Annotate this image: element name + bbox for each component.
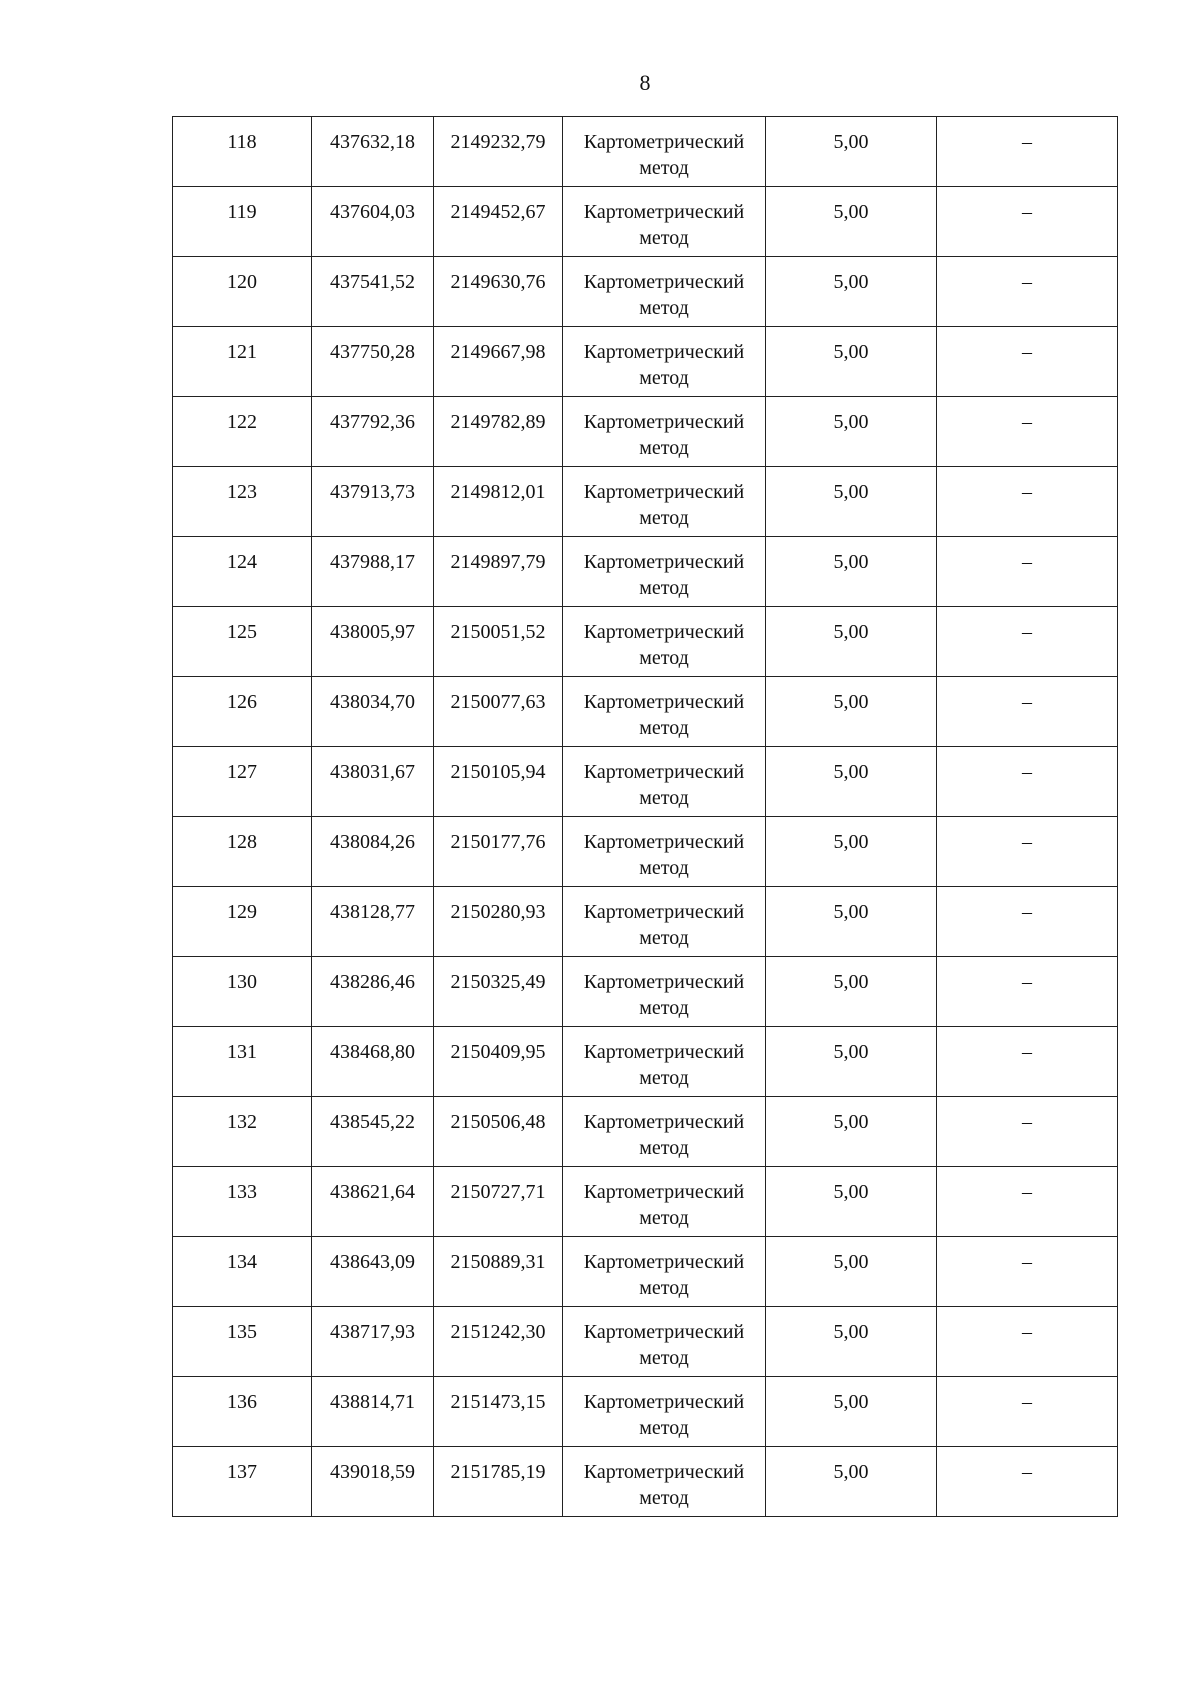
note-cell: – <box>937 1377 1118 1447</box>
table-row <box>173 1027 1118 1097</box>
table-row <box>173 327 1118 397</box>
table-row <box>173 187 1118 257</box>
table-row <box>173 537 1118 607</box>
y-coordinate-cell: 2149667,98 <box>434 327 563 397</box>
x-coordinate-cell: 438717,93 <box>312 1307 434 1377</box>
table-row <box>173 1097 1118 1167</box>
note-cell: – <box>937 1237 1118 1307</box>
y-coordinate-cell: 2150325,49 <box>434 957 563 1027</box>
note-cell: – <box>937 747 1118 817</box>
method-line-1: Картометрический <box>583 831 745 853</box>
note-cell: – <box>937 187 1118 257</box>
table-row <box>173 1447 1118 1517</box>
method-line-1: Картометрический <box>583 971 745 993</box>
method-line-1: Картометрический <box>583 691 745 713</box>
accuracy-cell: 5,00 <box>766 957 937 1027</box>
accuracy-cell: 5,00 <box>766 1307 937 1377</box>
note-cell: – <box>937 117 1118 187</box>
method-line-1: Картометрический <box>583 621 745 643</box>
accuracy-cell: 5,00 <box>766 257 937 327</box>
method-line-2: метод <box>639 1137 689 1159</box>
accuracy-cell: 5,00 <box>766 677 937 747</box>
accuracy-cell: 5,00 <box>766 1447 937 1517</box>
method-line-1: Картометрический <box>583 271 745 293</box>
accuracy-cell: 5,00 <box>766 817 937 887</box>
y-coordinate-cell: 2149630,76 <box>434 257 563 327</box>
method-line-1: Картометрический <box>583 761 745 783</box>
note-cell: – <box>937 397 1118 467</box>
table-row <box>173 397 1118 467</box>
method-cell <box>563 257 766 327</box>
accuracy-cell: 5,00 <box>766 397 937 467</box>
method-line-2: метод <box>639 1417 689 1439</box>
method-line-2: метод <box>639 437 689 459</box>
method-line-2: метод <box>639 647 689 669</box>
point-number-cell: 118 <box>173 117 312 187</box>
point-number-cell: 130 <box>173 957 312 1027</box>
method-line-1: Картометрический <box>583 1111 745 1133</box>
method-line-2: метод <box>639 367 689 389</box>
point-number-cell: 121 <box>173 327 312 397</box>
x-coordinate-cell: 438084,26 <box>312 817 434 887</box>
method-line-1: Картометрический <box>583 201 745 223</box>
note-cell: – <box>937 817 1118 887</box>
accuracy-cell: 5,00 <box>766 117 937 187</box>
note-cell: – <box>937 677 1118 747</box>
method-line-2: метод <box>639 997 689 1019</box>
accuracy-cell: 5,00 <box>766 747 937 817</box>
y-coordinate-cell: 2149812,01 <box>434 467 563 537</box>
x-coordinate-cell: 437913,73 <box>312 467 434 537</box>
point-number-cell: 119 <box>173 187 312 257</box>
y-coordinate-cell: 2150105,94 <box>434 747 563 817</box>
y-coordinate-cell: 2149782,89 <box>434 397 563 467</box>
x-coordinate-cell: 438031,67 <box>312 747 434 817</box>
method-cell <box>563 1027 766 1097</box>
method-cell <box>563 467 766 537</box>
note-cell: – <box>937 257 1118 327</box>
method-line-2: метод <box>639 1277 689 1299</box>
method-line-2: метод <box>639 577 689 599</box>
coordinates-table <box>172 116 1118 1517</box>
method-line-2: метод <box>639 857 689 879</box>
method-cell <box>563 1447 766 1517</box>
method-line-2: метод <box>639 1347 689 1369</box>
method-line-2: метод <box>639 717 689 739</box>
x-coordinate-cell: 437604,03 <box>312 187 434 257</box>
method-cell <box>563 327 766 397</box>
point-number-cell: 127 <box>173 747 312 817</box>
point-number-cell: 124 <box>173 537 312 607</box>
point-number-cell: 125 <box>173 607 312 677</box>
method-cell <box>563 677 766 747</box>
y-coordinate-cell: 2149897,79 <box>434 537 563 607</box>
point-number-cell: 126 <box>173 677 312 747</box>
table-row <box>173 467 1118 537</box>
y-coordinate-cell: 2151785,19 <box>434 1447 563 1517</box>
y-coordinate-cell: 2150051,52 <box>434 607 563 677</box>
point-number-cell: 135 <box>173 1307 312 1377</box>
x-coordinate-cell: 437750,28 <box>312 327 434 397</box>
method-cell <box>563 537 766 607</box>
accuracy-cell: 5,00 <box>766 187 937 257</box>
y-coordinate-cell: 2149452,67 <box>434 187 563 257</box>
accuracy-cell: 5,00 <box>766 467 937 537</box>
page-number: 8 <box>639 70 651 95</box>
method-line-1: Картометрический <box>583 1041 745 1063</box>
x-coordinate-cell: 439018,59 <box>312 1447 434 1517</box>
note-cell: – <box>937 1307 1118 1377</box>
method-cell <box>563 1307 766 1377</box>
method-line-1: Картометрический <box>583 411 745 433</box>
method-cell <box>563 1237 766 1307</box>
method-cell <box>563 607 766 677</box>
x-coordinate-cell: 438643,09 <box>312 1237 434 1307</box>
point-number-cell: 137 <box>173 1447 312 1517</box>
accuracy-cell: 5,00 <box>766 1377 937 1447</box>
method-line-1: Картометрический <box>583 1391 745 1413</box>
accuracy-cell: 5,00 <box>766 1097 937 1167</box>
method-line-2: метод <box>639 927 689 949</box>
method-cell <box>563 117 766 187</box>
method-line-2: метод <box>639 227 689 249</box>
accuracy-cell: 5,00 <box>766 1237 937 1307</box>
point-number-cell: 128 <box>173 817 312 887</box>
point-number-cell: 131 <box>173 1027 312 1097</box>
x-coordinate-cell: 438468,80 <box>312 1027 434 1097</box>
x-coordinate-cell: 437541,52 <box>312 257 434 327</box>
note-cell: – <box>937 467 1118 537</box>
note-cell: – <box>937 327 1118 397</box>
table-row <box>173 1307 1118 1377</box>
y-coordinate-cell: 2150889,31 <box>434 1237 563 1307</box>
x-coordinate-cell: 438814,71 <box>312 1377 434 1447</box>
point-number-cell: 133 <box>173 1167 312 1237</box>
table-row <box>173 1167 1118 1237</box>
table-row <box>173 1237 1118 1307</box>
method-line-2: метод <box>639 1207 689 1229</box>
method-line-1: Картометрический <box>583 1181 745 1203</box>
method-line-1: Картометрический <box>583 131 745 153</box>
method-line-2: метод <box>639 787 689 809</box>
point-number-cell: 122 <box>173 397 312 467</box>
point-number-cell: 123 <box>173 467 312 537</box>
note-cell: – <box>937 1027 1118 1097</box>
table-row <box>173 957 1118 1027</box>
y-coordinate-cell: 2150177,76 <box>434 817 563 887</box>
y-coordinate-cell: 2151242,30 <box>434 1307 563 1377</box>
method-cell <box>563 957 766 1027</box>
point-number-cell: 132 <box>173 1097 312 1167</box>
y-coordinate-cell: 2150280,93 <box>434 887 563 957</box>
method-line-1: Картометрический <box>583 901 745 923</box>
method-cell <box>563 1167 766 1237</box>
y-coordinate-cell: 2149232,79 <box>434 117 563 187</box>
point-number-cell: 136 <box>173 1377 312 1447</box>
table-row <box>173 607 1118 677</box>
x-coordinate-cell: 437988,17 <box>312 537 434 607</box>
table-row <box>173 747 1118 817</box>
accuracy-cell: 5,00 <box>766 327 937 397</box>
x-coordinate-cell: 437792,36 <box>312 397 434 467</box>
x-coordinate-cell: 438545,22 <box>312 1097 434 1167</box>
point-number-cell: 120 <box>173 257 312 327</box>
y-coordinate-cell: 2150506,48 <box>434 1097 563 1167</box>
table-row <box>173 1377 1118 1447</box>
method-line-2: метод <box>639 297 689 319</box>
note-cell: – <box>937 1167 1118 1237</box>
method-line-1: Картометрический <box>583 481 745 503</box>
y-coordinate-cell: 2151473,15 <box>434 1377 563 1447</box>
x-coordinate-cell: 438005,97 <box>312 607 434 677</box>
y-coordinate-cell: 2150727,71 <box>434 1167 563 1237</box>
accuracy-cell: 5,00 <box>766 887 937 957</box>
method-cell <box>563 1097 766 1167</box>
method-cell <box>563 817 766 887</box>
accuracy-cell: 5,00 <box>766 537 937 607</box>
table-row <box>173 887 1118 957</box>
note-cell: – <box>937 957 1118 1027</box>
method-line-1: Картометрический <box>583 341 745 363</box>
method-line-2: метод <box>639 1487 689 1509</box>
note-cell: – <box>937 607 1118 677</box>
method-line-2: метод <box>639 507 689 529</box>
method-cell <box>563 187 766 257</box>
table-row <box>173 817 1118 887</box>
method-cell <box>563 1377 766 1447</box>
x-coordinate-cell: 438034,70 <box>312 677 434 747</box>
table-row <box>173 677 1118 747</box>
table-row <box>173 257 1118 327</box>
method-line-1: Картометрический <box>583 1251 745 1273</box>
table-row <box>173 117 1118 187</box>
method-line-2: метод <box>639 157 689 179</box>
method-line-2: метод <box>639 1067 689 1089</box>
y-coordinate-cell: 2150077,63 <box>434 677 563 747</box>
x-coordinate-cell: 438128,77 <box>312 887 434 957</box>
method-cell <box>563 397 766 467</box>
point-number-cell: 134 <box>173 1237 312 1307</box>
method-cell <box>563 887 766 957</box>
note-cell: – <box>937 1447 1118 1517</box>
y-coordinate-cell: 2150409,95 <box>434 1027 563 1097</box>
note-cell: – <box>937 1097 1118 1167</box>
method-cell <box>563 747 766 817</box>
point-number-cell: 129 <box>173 887 312 957</box>
method-line-1: Картометрический <box>583 1321 745 1343</box>
method-line-1: Картометрический <box>583 1461 745 1483</box>
method-line-1: Картометрический <box>583 551 745 573</box>
accuracy-cell: 5,00 <box>766 1027 937 1097</box>
x-coordinate-cell: 438621,64 <box>312 1167 434 1237</box>
note-cell: – <box>937 887 1118 957</box>
x-coordinate-cell: 437632,18 <box>312 117 434 187</box>
accuracy-cell: 5,00 <box>766 607 937 677</box>
note-cell: – <box>937 537 1118 607</box>
coordinates-table-body <box>173 117 1118 1517</box>
accuracy-cell: 5,00 <box>766 1167 937 1237</box>
x-coordinate-cell: 438286,46 <box>312 957 434 1027</box>
